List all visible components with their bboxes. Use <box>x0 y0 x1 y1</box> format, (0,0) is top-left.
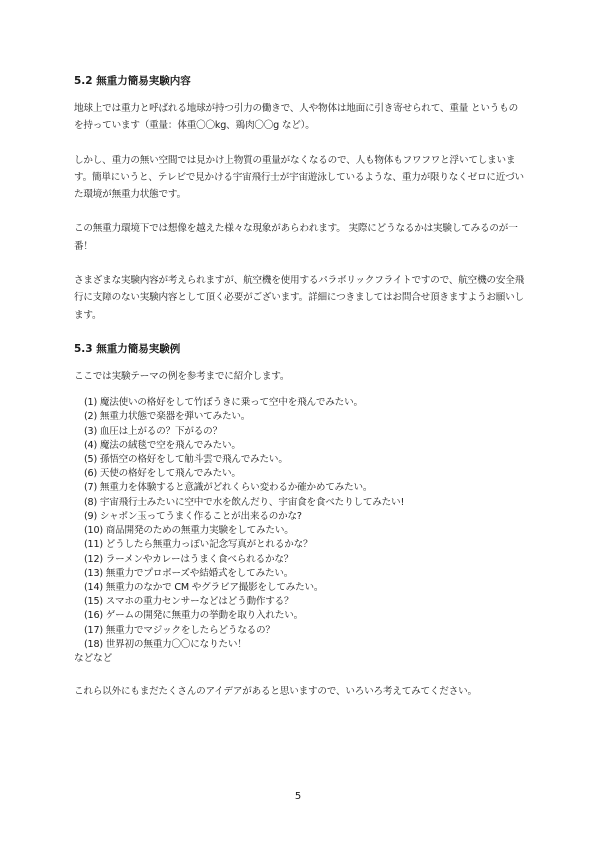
spacer <box>74 324 526 341</box>
page-number: 5 <box>294 791 302 802</box>
list-item: (10) 商品開発のための無重力実験をしてみたい。 <box>84 525 294 537</box>
paragraph-gravity-definition: 地球上では重力と呼ばれる地球が持つ引力の働きで、人や物体は地面に引き寄せられて、重量 というものを持っています（重量：体重〇〇kg、鶏肉〇〇g など）。 <box>74 103 518 132</box>
list-item: (12) ラーメンやカレーはうまく食べられるかな？ <box>84 553 294 565</box>
list-item: (14) 無重力のなかで CM やグラビア撮影をしてみたい。 <box>84 581 324 593</box>
page-content <box>74 73 526 700</box>
spacer <box>74 203 526 220</box>
list-item: (3) 血圧は上がるの？下がるの？ <box>84 425 222 437</box>
list-item: (5) 孫悟空の格好をして觔斗雲で飛んでみたい。 <box>84 454 288 466</box>
list-item: (15) スマホの重力センサーなどはどう動作する？ <box>84 596 294 608</box>
experiment-example-list <box>74 396 526 652</box>
list-item: (1) 魔法使いの格好をして竹ぼうきに乗って空中を飛んでみたい。 <box>84 397 363 409</box>
list-item: (8) 宇宙飛行士みたいに空中で水を飲んだり、宇宙食を食べたりしてみたい! <box>84 496 405 508</box>
paragraph-phenomena: この無重力環境下では想像を越えた様々な現象があらわれます。 実際にどうなるかは実験してみるのが一番！ <box>74 223 518 252</box>
list-item: (4) 魔法の絨毯で空を飛んでみたい。 <box>84 439 241 451</box>
list-item: (17) 無重力でマジックをしたらどうなるの？ <box>84 624 275 636</box>
section-heading-5-2: 5.2 無重力簡易実験内容 <box>74 75 191 87</box>
etc-text: などなど <box>74 652 113 664</box>
spacer <box>74 666 526 683</box>
paragraph-zero-gravity-explanation: しかし、重力の無い空間では見かけ上物質の重量がなくなるので、人も物体もフワフワと浮いてしまいます。簡単にいうと、テレビで見かける宇宙飛行士が宇宙遊泳しているような、重力が限りなくゼロに近づいた環境が無重力状態です。 <box>74 154 524 201</box>
list-item: (18) 世界初の無重力〇〇になりたい！ <box>84 638 247 650</box>
spacer <box>74 385 526 396</box>
spacer <box>74 255 526 272</box>
spacer <box>74 135 526 152</box>
list-item: (6) 天使の格好をして飛んでみたい。 <box>84 468 241 480</box>
spacer <box>74 357 526 368</box>
list-item: (13) 無重力でプロポーズや結婚式をしてみたい。 <box>84 567 294 579</box>
paragraph-examples-intro: ここでは実験テーマの例を参考までに紹介します。 <box>74 370 290 382</box>
section-heading-5-3: 5.3 無重力簡易実験例 <box>74 342 181 355</box>
list-item: (11) どうしたら無重力っぽい記念写真がとれるかな？ <box>84 539 313 551</box>
list-item: (7) 無重力を体験すると意識がどれくらい変わるか確かめてみたい。 <box>84 482 373 494</box>
paragraph-experiment-constraints: さまざまな実験内容が考えられますが、航空機を使用するパラボリックフライトですので、航空機の安全飛行に支障のない実験内容として頂く必要がございます。詳細につきましてはお問合せ頂きますようお願いします。 <box>74 275 525 321</box>
list-item: (16) ゲームの開発に無重力の挙動を取り入れたい。 <box>84 610 304 622</box>
spacer <box>74 89 526 100</box>
list-item: (2) 無重力状態で楽器を弾いてみたい。 <box>84 411 251 423</box>
list-item: (9) シャボン玉ってうまく作ることが出来るのかな? <box>84 510 302 522</box>
paragraph-closing: これら以外にもまだたくさんのアイデアがあると思いますので、いろいろ考えてみてください。 <box>74 686 477 698</box>
